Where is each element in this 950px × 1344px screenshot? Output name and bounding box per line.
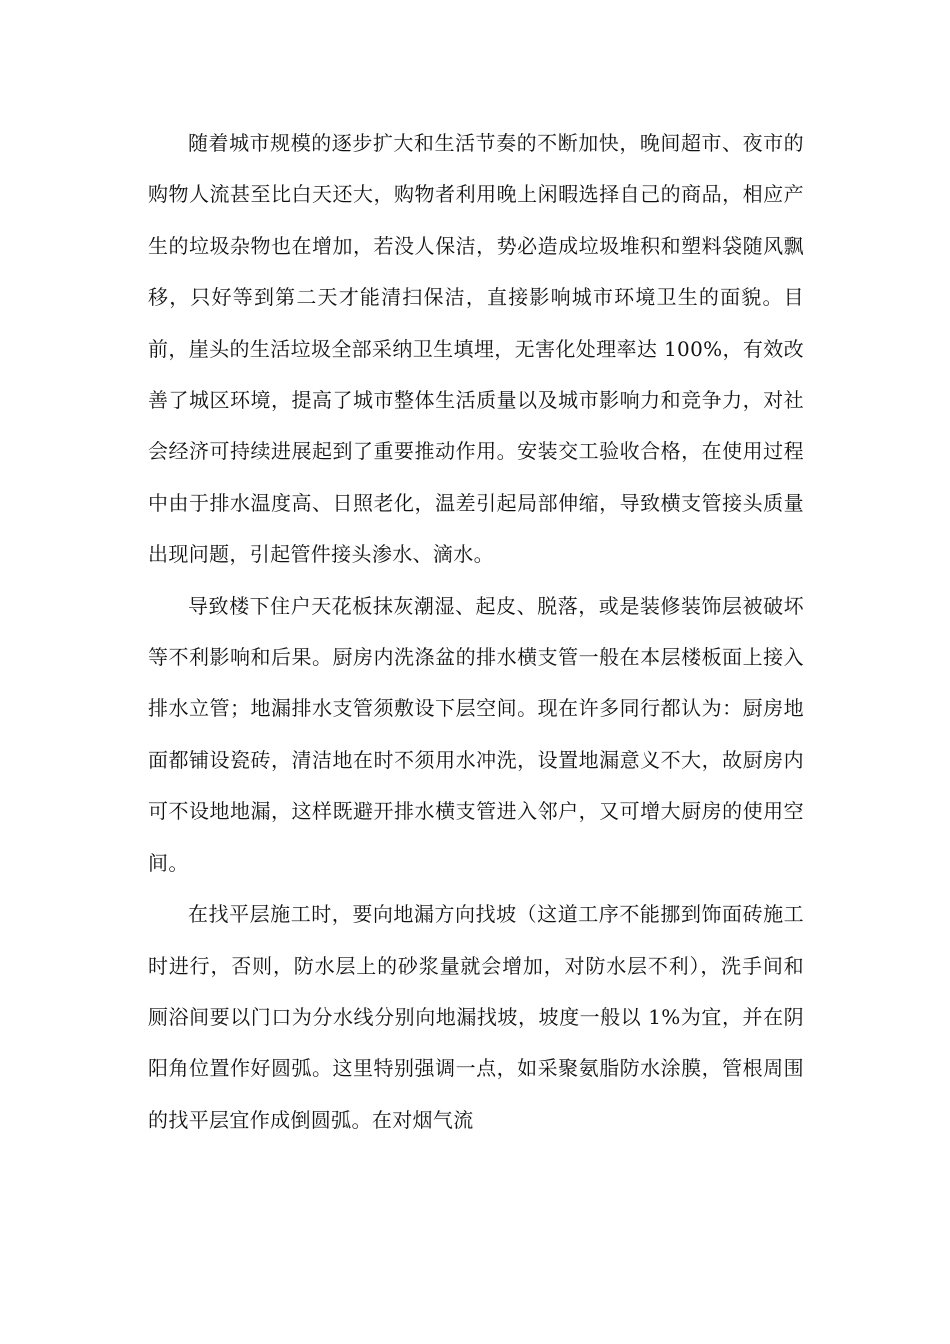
document-body: [148, 118, 804, 1146]
paragraph-kitchen-drain: 导致楼下住户天花板抹灰潮湿、起皮、脱落，或是装修装饰层被破坏等不利影响和后果。厨房内洗涤盆的排水横支管一般在本层楼板面上接入排水立管；地漏排水支管须敷设下层空间。现在许多同行都认为：厨房地面都铺设瓷砖，清洁地在时不须用水冲洗，设置地漏意义不大，故厨房内可不设地地漏，这样既避开排水横支管进入邻户，又可增大厨房的使用空间。: [148, 593, 804, 875]
paragraph-leveling-layer: 在找平层施工时，要向地漏方向找坡（这道工序不能挪到饰面砖施工时进行，否则，防水层上的砂浆量就会增加，对防水层不利），洗手间和厕浴间要以门口为分水线分别向地漏找坡，坡度一般以 1%为宜，并在阴阳角位置作好圆弧。这里特别强调一点，如采聚氨脂防水涂膜，管根周围的找平层宜作成倒圆弧。在对烟气流: [148, 902, 804, 1132]
paragraph-urban-waste: 随着城市规模的逐步扩大和生活节奏的不断加快，晚间超市、夜市的购物人流甚至比白天还大，购物者利用晚上闲暇选择自己的商品，相应产生的垃圾杂物也在增加，若没人保洁，势必造成垃圾堆积和塑料袋随风飘移，只好等到第二天才能清扫保洁，直接影响城市环境卫生的面貌。目前，崖头的生活垃圾全部采纳卫生填埋，无害化处理率达 100%，有效改善了城区环境，提高了城市整体生活质量以及城市影响力和竞争力，对社会经济可持续进展起到了重要推动作用。安装交工验收合格，在使用过程中由于排水温度高、日照老化，温差引起局部伸缩，导致横支管接头质量出现问题，引起管件接头渗水、滴水。: [148, 131, 804, 567]
